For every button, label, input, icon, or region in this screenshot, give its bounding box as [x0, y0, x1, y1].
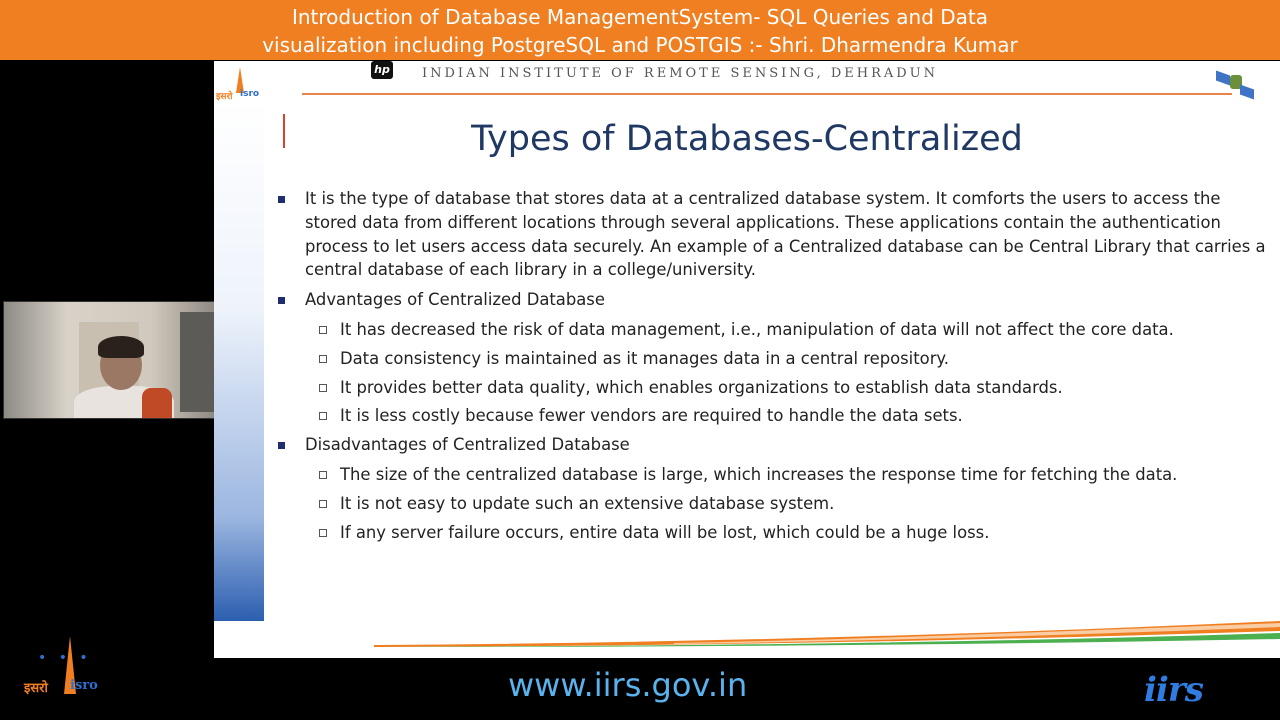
- sub-bullet-item: It is less costly because fewer vendors are required to handle the data sets.: [276, 404, 1276, 428]
- slide-footer-wave: [374, 617, 1280, 647]
- sub-bullet-item: If any server failure occurs, entire data will be lost, which could be a huge loss.: [276, 521, 1276, 545]
- sub-bullet-item: It provides better data quality, which enables organizations to establish data standards.: [276, 376, 1276, 400]
- banner-title-line-2: visualization including PostgreSQL and POSTGIS :- Shri. Dharmendra Kumar: [262, 33, 1018, 57]
- bullet-item: It is the type of database that stores data at a centralized database system. It comforts the users to access the stored data from different locations through several applications. These applications contain the authentication process to let users access data securely. An example of a Centralized database can be Central Library that carries a central database of each library in a college/university.: [276, 187, 1276, 282]
- satellite-icon: [1216, 69, 1256, 101]
- website-link[interactable]: www.iirs.gov.in: [508, 666, 748, 704]
- isro-logo: • • • इसरो isro: [20, 636, 110, 708]
- sub-bullet-item: It is not easy to update such an extensive database system.: [276, 492, 1276, 516]
- slide-isro-logo: इसरो isro: [216, 67, 264, 107]
- sub-bullet-item: It has decreased the risk of data management, i.e., manipulation of data will not affect the core data.: [276, 318, 1276, 342]
- slide-content: [276, 187, 1276, 549]
- presentation-slide: [214, 61, 1280, 658]
- isro-logo-english: isro: [70, 678, 98, 693]
- slide-header-institute: INDIAN INSTITUTE OF REMOTE SENSING, DEHRADUN: [422, 66, 939, 81]
- footer-bar: [214, 658, 1280, 720]
- sub-bullet-item: The size of the centralized database is large, which increases the response time for fetching the data.: [276, 463, 1276, 487]
- slide-title: Types of Databases-Centralized: [471, 119, 1023, 159]
- isro-logo-hindi: इसरो: [24, 681, 48, 696]
- sub-bullet-item: Data consistency is maintained as it manages data in a central repository.: [276, 347, 1276, 371]
- banner-title-line-1: Introduction of Database ManagementSystem- SQL Queries and Data: [291, 5, 989, 29]
- bullet-item-disadvantages: Disadvantages of Centralized Database: [276, 433, 1276, 457]
- presenter-webcam-video: [3, 301, 215, 419]
- hp-logo: hp: [371, 61, 393, 79]
- presentation-title-banner: [0, 0, 1280, 60]
- slide-side-gradient: [214, 101, 264, 621]
- bullet-item-advantages: Advantages of Centralized Database: [276, 288, 1276, 312]
- header-divider: [302, 93, 1232, 95]
- iirs-logo: iirs: [1144, 670, 1203, 710]
